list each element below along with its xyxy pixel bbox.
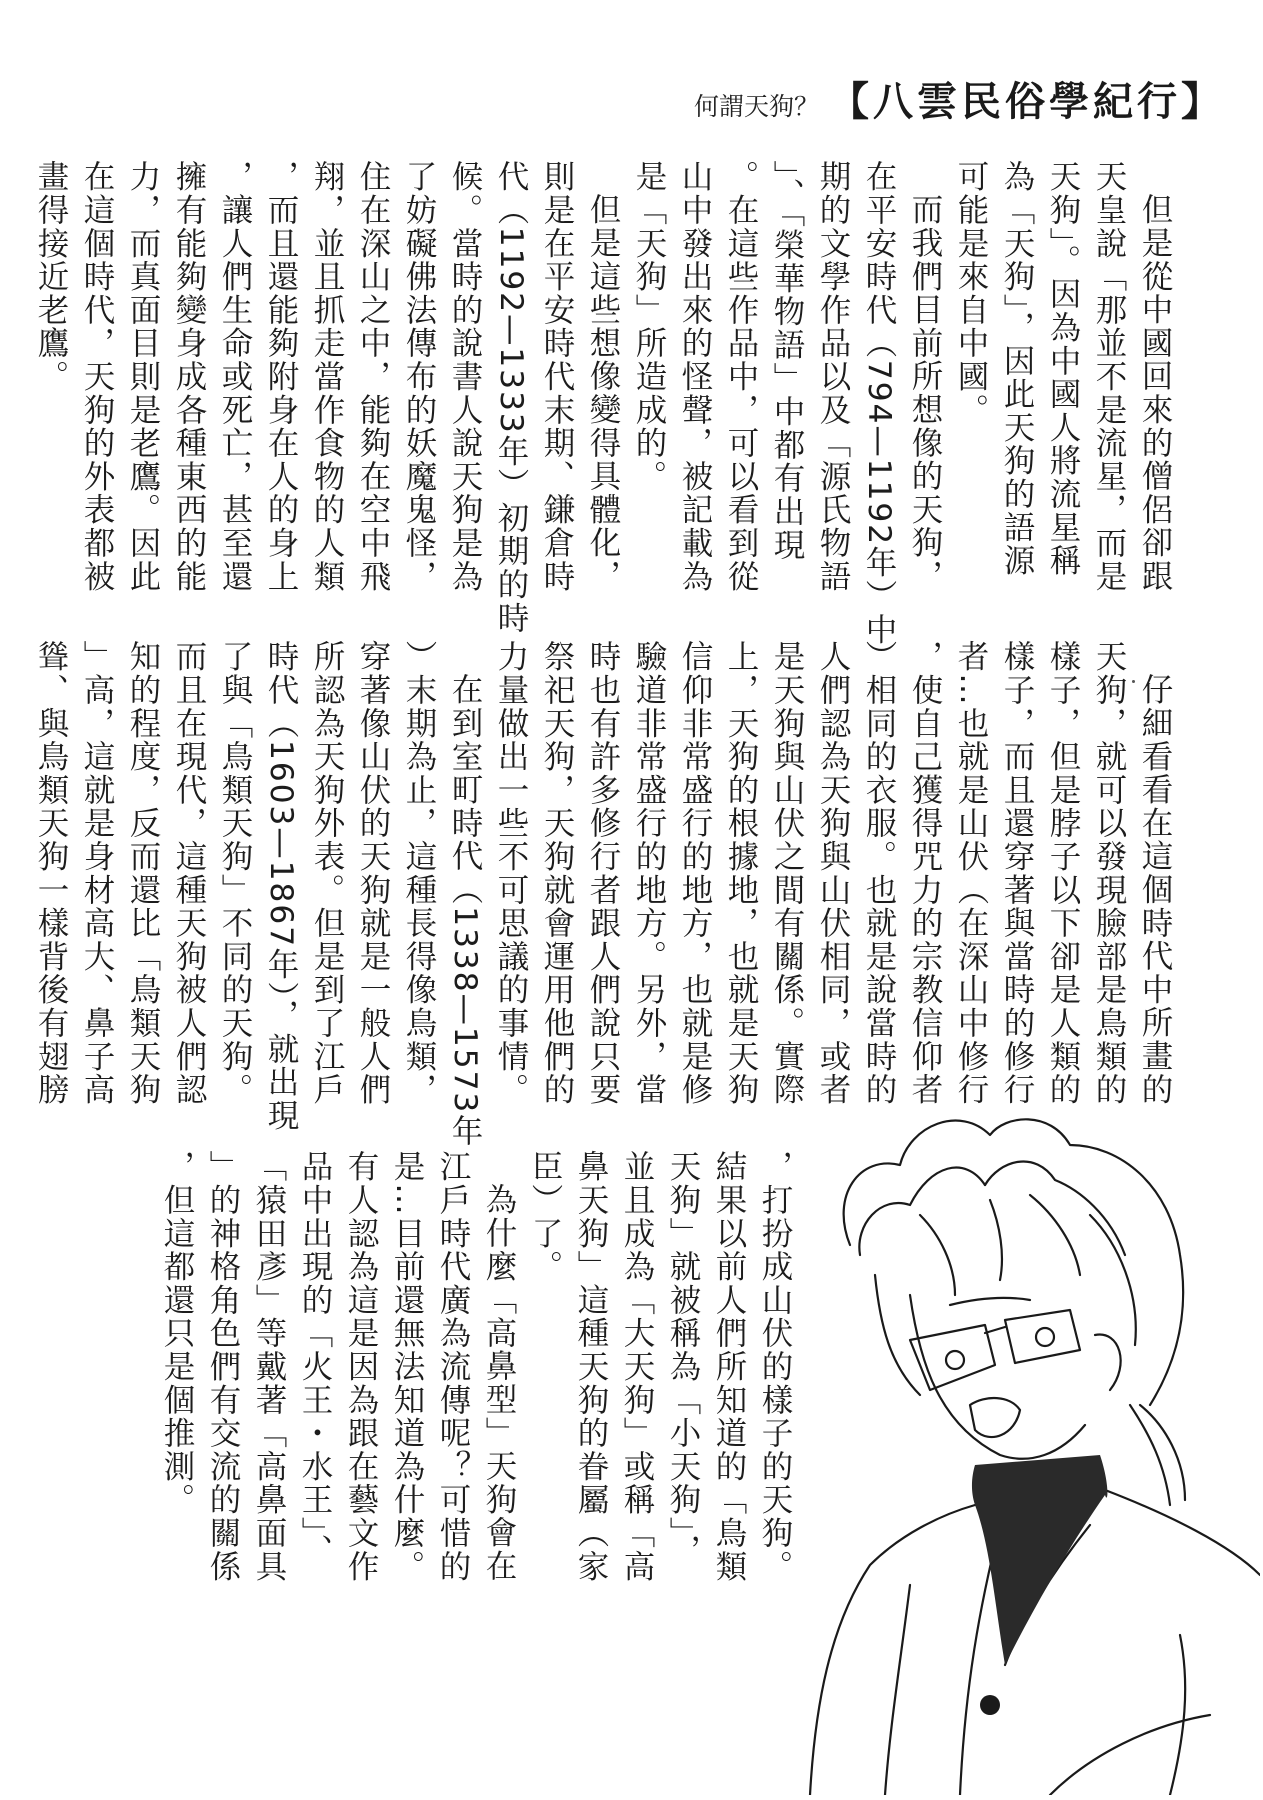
text-column: ，但這都還只是個推測。 — [159, 1150, 195, 1517]
text-column: 」的神格角色們有交流的關係 — [205, 1150, 241, 1583]
text-column: 但是這些想像變得具體化， — [585, 193, 621, 593]
text-column: 結果以前人們所知道的「鳥類 — [711, 1150, 747, 1583]
text-column: 了妨礙佛法傳布的妖魔鬼怪， — [401, 160, 437, 593]
text-column: 樣子，但是脖子以下卻是人類的 — [1045, 640, 1081, 1107]
text-column: 天狗」就被稱為「小天狗」， — [665, 1150, 701, 1568]
text-column: 代（1192—1333年）初期的時 — [493, 160, 529, 635]
print-speck — [1132, 680, 1135, 683]
text-column: 是天狗與山伏之間有關係。實際 — [769, 640, 805, 1107]
text-column: 天皇說「那並不是流星，而是 — [1091, 160, 1127, 593]
text-column: 在平安時代（794—1192年）中 — [861, 160, 897, 646]
text-column: 了與「鳥類天狗」不同的天狗。 — [217, 640, 253, 1107]
text-column: 並且成為「大天狗」或稱「高 — [619, 1150, 655, 1583]
text-column: 可能是來自中國。 — [953, 160, 989, 427]
text-column: 信仰非常盛行的地方，也就是修 — [677, 640, 713, 1107]
text-column: 在到室町時代（1338—1573年 — [447, 673, 483, 1148]
text-column: 而且在現代，這種天狗被人們認 — [171, 640, 207, 1107]
text-column: 而我們目前所想像的天狗， — [907, 193, 943, 593]
text-column: 臣）了。 — [527, 1150, 563, 1284]
text-column: 天狗，就可以發現臉部是鳥類的 — [1091, 640, 1127, 1107]
text-column: ）相同的衣服。也就是說當時的 — [861, 640, 897, 1107]
text-column: 仔細看看在這個時代中所畫的 — [1137, 673, 1173, 1106]
text-block-top — [33, 160, 1178, 646]
text-column: 住在深山之中，能夠在空中飛 — [355, 160, 391, 593]
text-column: 「猿田彥」等戴著「高鼻面具 — [251, 1150, 287, 1583]
text-column: 畫得接近老鷹。 — [33, 160, 69, 394]
text-column: 為什麼「高鼻型」天狗會在 — [481, 1183, 517, 1583]
text-column: 穿著像山伏的天狗就是一般人們 — [355, 640, 391, 1107]
text-column: 力，而真面目則是老鷹。因此 — [125, 160, 161, 593]
text-column: 山中發出來的怪聲，被記載為 — [677, 160, 713, 593]
text-column: 鼻天狗」這種天狗的眷屬（家 — [573, 1150, 609, 1583]
text-column: 時也有許多修行者跟人們說只要 — [585, 640, 621, 1107]
text-column: 力量做出一些不可思議的事情。 — [493, 640, 529, 1107]
text-column: 候。當時的說書人說天狗是為 — [447, 160, 483, 593]
text-column: ，打扮成山伏的樣子的天狗。 — [757, 1150, 793, 1583]
text-column: 天狗」。因為中國人將流星稱 — [1045, 160, 1081, 578]
text-column: 樣子，而且還穿著與當時的修行 — [999, 640, 1035, 1107]
text-column: 上，天狗的根據地，也就是天狗 — [723, 640, 759, 1107]
text-column: 聳、與鳥類天狗一樣背後有翅膀 — [33, 640, 69, 1107]
text-column: 人們認為天狗與山伏相同，或者 — [815, 640, 851, 1107]
text-block-lower — [148, 1150, 798, 1583]
text-column: 時代（1603—1867年），就出現 — [263, 640, 299, 1132]
text-column: ）末期為止，這種長得像鳥類， — [401, 640, 437, 1107]
text-column: 是…目前還無法知道為什麼。 — [389, 1150, 425, 1583]
text-column: 。在這些作品中，可以看到從 — [723, 160, 759, 593]
text-column: 則是在平安時代末期、鎌倉時 — [539, 160, 575, 593]
text-column: 翔，並且抓走當作食物的人類 — [309, 160, 345, 593]
text-column: 知的程度，反而還比「鳥類天狗 — [125, 640, 161, 1107]
text-column: 驗道非常盛行的地方。另外，當 — [631, 640, 667, 1107]
text-column: 有人認為這是因為跟在藝文作 — [343, 1150, 379, 1583]
text-column: 期的文學作品以及「源氏物語 — [815, 160, 851, 593]
text-column: 江戶時代廣為流傳呢？可惜的 — [435, 1150, 471, 1583]
text-column: 」、「榮華物語」中都有出現 — [769, 160, 805, 562]
text-column: 所認為天狗外表。但是到了江戶 — [309, 640, 345, 1107]
series-title: 【八雲民俗學紀行】 — [829, 79, 1225, 125]
text-block-middle — [33, 640, 1178, 1148]
text-column: 為「天狗」，因此天狗的語源 — [999, 160, 1035, 578]
text-column: ，使自己獲得咒力的宗教信仰者 — [907, 640, 943, 1107]
text-column: 是「天狗」所造成的。 — [631, 160, 667, 493]
text-column: 在這個時代，天狗的外表都被 — [79, 160, 115, 593]
text-column: 但是從中國回來的僧侶卻跟 — [1137, 193, 1173, 593]
text-column: 」高，這就是身材高大、鼻子高 — [79, 640, 115, 1107]
character-drawing-icon — [790, 1105, 1260, 1795]
text-column: ，讓人們生命或死亡，甚至還 — [217, 160, 253, 593]
character-illustration — [790, 1105, 1260, 1795]
chapter-subtitle: 何謂天狗？ — [693, 92, 819, 121]
text-column: 擁有能夠變身成各種東西的能 — [171, 160, 207, 593]
text-column: ，而且還能夠附身在人的身上 — [263, 160, 299, 593]
page-header — [694, 70, 1225, 127]
text-column: 品中出現的「火王・水王」、 — [297, 1150, 333, 1568]
text-column: 者…也就是山伏（在深山中修行 — [953, 640, 989, 1107]
text-column: 祭祀天狗，天狗就會運用他們的 — [539, 640, 575, 1107]
